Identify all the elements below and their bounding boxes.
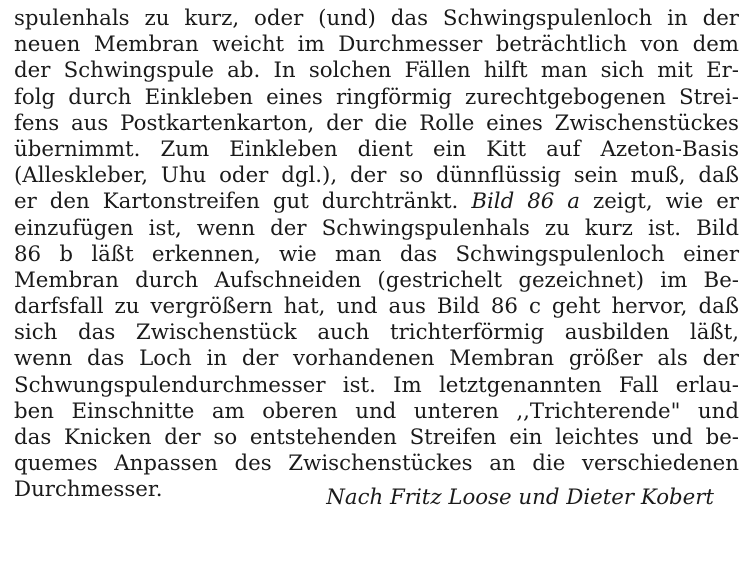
text-line-9: einzufügen ist, wenn der Schwingspulenhals zu kurz ist. Bild [14,215,739,241]
body-paragraph [14,6,739,511]
text-line-14: wenn das Loch in der vorhandenen Membran größer als der [14,346,739,372]
text-line-3: der Schwingspule ab. In solchen Fällen hilft man sich mit Er- [14,58,739,84]
text-line-13: sich das Zwischenstück auch trichterförmig ausbilden läßt, [14,320,739,346]
figure-reference-86a: Bild 86 a [471,189,580,215]
text-line-7: (Alleskleber, Uhu oder dgl.), der so dünnflüssig sein muß, daß [14,163,739,189]
text-line-19: Durchmesser. [14,477,163,503]
text-line-8 [14,189,739,215]
author-attribution: Nach Fritz Loose und Dieter Kobert [326,485,714,511]
text-line-1: spulenhals zu kurz, oder (und) das Schwingspulenloch in der [14,6,739,31]
text-line-12: darfsfall zu vergrößern hat, und aus Bild 86 c geht hervor, daß [14,294,739,320]
document-page [14,6,739,511]
text-line-17: das Knicken der so entstehenden Streifen ein leichtes und be- [14,425,739,450]
text-line-11: Membran durch Aufschneiden (gestrichelt gezeichnet) im Be- [14,267,739,293]
text-line-15: Schwungspulendurchmesser ist. Im letztgenannten Fall erlau- [14,372,739,398]
text-line-8-after: zeigt, wie er [580,189,739,215]
text-line-2: neuen Membran weicht im Durchmesser beträchtlich von dem [14,32,739,58]
text-line-16: ben Einschnitte am oberen und unteren ,,Trichterende" und [14,398,739,424]
text-line-5: fens aus Postkartenkarton, der die Rolle eines Zwischenstückes [14,110,739,136]
closing-row [14,477,739,511]
text-line-4: folg durch Einkleben eines ringförmig zurechtgebogenen Strei- [14,84,739,110]
text-line-6: übernimmt. Zum Einkleben dient ein Kitt auf Azeton-Basis [14,136,739,162]
text-line-18: quemes Anpassen des Zwischenstückes an die verschiedenen [14,451,739,477]
text-line-8-before: er den Kartonstreifen gut durchtränkt. [14,189,472,215]
text-line-10: 86 b läßt erkennen, wie man das Schwingspulenloch einer [14,241,739,267]
